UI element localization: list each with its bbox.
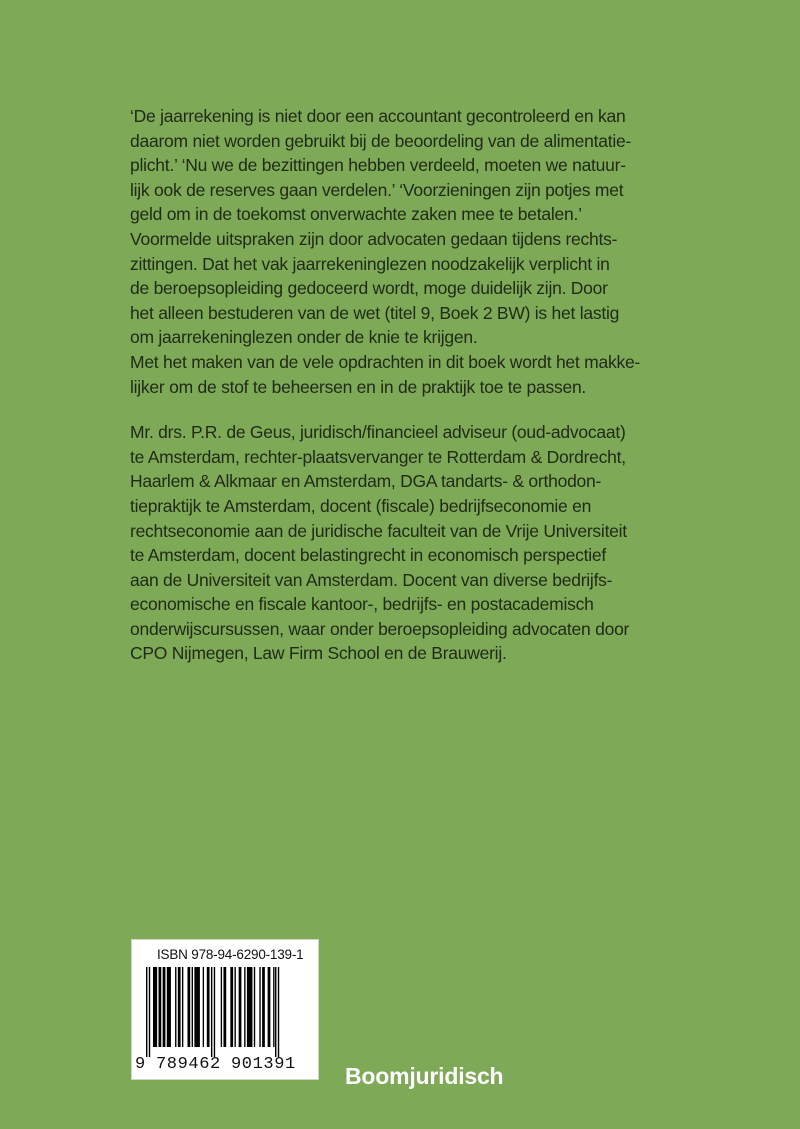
barcode-bar	[230, 967, 233, 1047]
barcode-bar	[146, 967, 147, 1057]
barcode-digit-group-right: 901391	[231, 1055, 296, 1074]
blurb-line: lijk ook de reserves gaan verdelen.’ ‘Voorzieningen zijn potjes met	[130, 179, 624, 200]
author-bio-line: Mr. drs. P.R. de Geus, juridisch/financieel adviseur (oud-advocaat)	[130, 422, 626, 443]
barcode-bar	[207, 967, 210, 1047]
barcode-bar	[221, 967, 222, 1047]
barcode-bar	[254, 967, 255, 1047]
blurb-line: Met het maken van de vele opdrachten in dit boek wordt het makke-	[130, 351, 641, 372]
barcode-bar	[262, 967, 265, 1047]
author-bio-line: aan de Universiteit van Amsterdam. Docent van diverse bedrijfs-	[130, 569, 613, 590]
author-bio-line: economische en fiscale kantoor-, bedrijfs- en postacademisch	[130, 594, 594, 615]
blurb-line: de beroepsopleiding gedoceerd wordt, moge duidelijk zijn. Door	[130, 278, 608, 299]
barcode-bar	[159, 967, 162, 1047]
barcode-bar	[211, 967, 212, 1057]
barcode-bars	[142, 967, 310, 1057]
publisher-logo: Boomjuridisch	[345, 1063, 504, 1089]
barcode-digit-group-left: 789462	[156, 1055, 221, 1074]
author-bio-line: rechtseconomie aan de juridische faculteit van de Vrije Universiteit	[130, 520, 627, 541]
barcode-bar	[194, 967, 200, 1047]
author-bio-paragraph	[130, 420, 690, 666]
barcode-bar	[163, 967, 166, 1047]
author-bio-line: te Amsterdam, docent belastingrecht in economisch perspectief	[130, 545, 606, 566]
barcode-bar	[203, 967, 204, 1047]
barcode-bar	[175, 967, 176, 1047]
barcode-graphic	[142, 967, 310, 1057]
barcode-bar	[167, 967, 171, 1047]
blurb-line: daarom niet worden gebruikt bij de beoordeling van de alimentatie-	[130, 130, 632, 151]
barcode-bar	[275, 967, 276, 1057]
barcode-bar	[259, 967, 260, 1047]
author-bio-line: onderwijscursussen, waar onder beroepsopleiding advocaten door	[130, 618, 630, 639]
author-bio-line: te Amsterdam, rechter-plaatsvervanger te Rotterdam & Dordrecht,	[130, 446, 626, 467]
barcode-digit-first: 9	[135, 1055, 146, 1074]
author-bio-line: CPO Nijmegen, Law Firm School en de Brauwerij.	[130, 643, 507, 664]
barcode-bar	[247, 967, 253, 1047]
author-bio-line: tiepraktijk te Amsterdam, docent (fiscale) bedrijfseconomie en	[130, 495, 592, 516]
barcode-bar	[214, 967, 215, 1057]
barcode-bar	[178, 967, 181, 1047]
barcode-bar	[268, 967, 271, 1047]
barcode-bar	[244, 967, 245, 1047]
barcode-bar	[192, 967, 193, 1047]
blurb-line: om jaarrekeninglezen onder de knie te krijgen.	[130, 327, 478, 348]
barcode-bar	[278, 967, 279, 1057]
blurb-line: zittingen. Dat het vak jaarrekeninglezen noodzakelijk verplicht in	[130, 253, 610, 274]
barcode-bar	[235, 967, 236, 1047]
blurb-line: Voormelde uitspraken zijn door advocaten gedaan tijdens rechts-	[130, 228, 618, 249]
barcode-bar	[273, 967, 274, 1047]
blurb-line: geld om in de toekomst onverwachte zaken mee te betalen.’	[130, 204, 582, 225]
isbn-barcode	[131, 939, 319, 1080]
blurb-line: ‘De jaarrekening is niet door een accountant gecontroleerd en kan	[130, 106, 626, 126]
author-bio-line: Haarlem & Alkmaar en Amsterdam, DGA tandarts- & orthodon-	[130, 471, 602, 492]
barcode-bar	[182, 967, 183, 1047]
back-cover-text	[130, 104, 690, 666]
blurb-paragraph	[130, 104, 690, 399]
barcode-bar	[149, 967, 150, 1057]
blurb-line: het alleen bestuderen van de wet (titel 9, Boek 2 BW) is het lastig	[130, 302, 620, 323]
barcode-bar	[223, 967, 226, 1047]
isbn-label: ISBN 978-94-6290-139-1	[157, 947, 304, 962]
barcode-bar	[187, 967, 190, 1047]
barcode-bar	[153, 967, 157, 1047]
barcode-bar	[239, 967, 242, 1047]
blurb-line: plicht.’ ‘Nu we de bezittingen hebben verdeeld, moeten we natuur-	[130, 155, 626, 176]
blurb-line: lijker om de stof te beheersen en in de praktijk toe te passen.	[130, 376, 587, 397]
